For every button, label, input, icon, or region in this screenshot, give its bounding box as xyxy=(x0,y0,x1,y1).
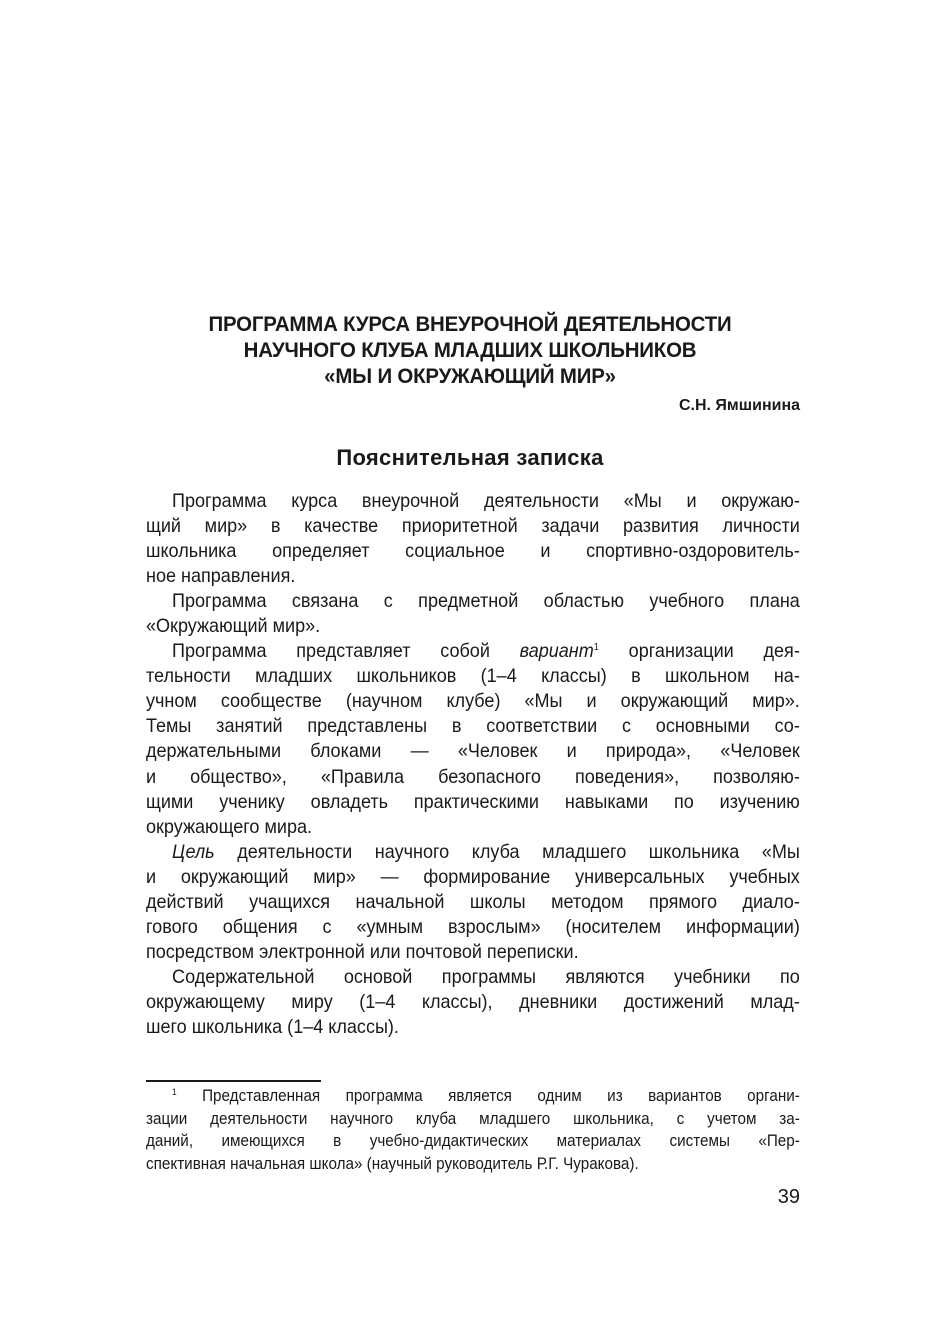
footnote-ref[interactable]: 1 xyxy=(593,642,599,654)
text-line xyxy=(146,840,800,865)
title-line: «МЫ И ОКРУЖАЮЩИЙ МИР» xyxy=(324,364,616,388)
text-line: учном сообществе (научном клубе) «Мы и окружающий мир». xyxy=(146,690,800,713)
title-line: НАУЧНОГО КЛУБА МЛАДШИХ ШКОЛЬНИКОВ xyxy=(243,338,697,362)
text-line: Программа курса внеурочной деятельности «Мы и окружаю- xyxy=(172,490,800,512)
text-line: школьника определяет социальное и спортивно-оздоровитель- xyxy=(146,540,800,563)
body-text xyxy=(146,489,800,1040)
text-span: Программа представляет собой xyxy=(172,640,520,663)
text-line: шего школьника (1–4 классы). xyxy=(146,1015,399,1038)
text-line: гового общения с «умным взрослым» (носителем информации) xyxy=(146,915,800,938)
text-line: тельности младших школьников (1–4 классы) в школьном на- xyxy=(146,665,800,688)
italic-term: Цель xyxy=(172,840,215,863)
text-line: действий учащихся начальной школы методом прямого диало- xyxy=(146,890,800,913)
text-line: «Окружающий мир». xyxy=(146,615,321,638)
text-line xyxy=(146,639,800,664)
text-line: окружающего мира. xyxy=(146,815,313,838)
footnote-line: даний, имеющихся в учебно-дидактических материалах системы «Пер- xyxy=(146,1132,800,1150)
text-line: Программа связана с предметной областью учебного плана xyxy=(172,590,800,613)
text-span: организации дея- xyxy=(598,640,800,663)
article-title xyxy=(119,311,822,389)
text-line: и общество», «Правила безопасного поведения», позволяю- xyxy=(146,765,800,788)
page-number: 39 xyxy=(777,1186,800,1208)
footnote-divider xyxy=(146,1080,321,1082)
section-heading: Пояснительная записка xyxy=(336,445,604,470)
text-span: деятельности научного клуба младшего школьника «Мы xyxy=(214,840,800,863)
footnote-line: спективная начальная школа» (научный руководитель Р.Г. Чуракова). xyxy=(146,1154,639,1173)
footnote-line xyxy=(146,1085,800,1108)
text-line: и окружающий мир» — формирование универсальных учебных xyxy=(146,865,800,888)
text-line: Темы занятий представлены в соответствии с основными со- xyxy=(146,715,800,738)
text-line: Содержательной основой программы являются учебники по xyxy=(172,965,800,988)
footnote-line: зации деятельности научного клуба младшего школьника, с учетом за- xyxy=(146,1109,800,1128)
text-line: щий мир» в качестве приоритетной задачи развития личности xyxy=(146,515,800,538)
text-line: посредством электронной или почтовой переписки. xyxy=(146,940,579,963)
text-line: окружающему миру (1–4 классы), дневники достижений млад- xyxy=(146,990,800,1013)
text-line: держательными блоками — «Человек и природа», «Человек xyxy=(146,740,800,763)
footnote xyxy=(146,1085,800,1175)
author-name: С.Н. Ямшинина xyxy=(678,397,800,414)
text-span: Представленная программа является одним из вариантов органи- xyxy=(176,1087,800,1105)
title-line: ПРОГРАММА КУРСА ВНЕУРОЧНОЙ ДЕЯТЕЛЬНОСТИ xyxy=(208,312,732,336)
italic-term: вариант xyxy=(519,640,594,663)
text-line: щими ученику овладеть практическими навыками по изучению xyxy=(146,790,800,813)
footnote-marker: 1 xyxy=(172,1087,177,1097)
text-line: ное направления. xyxy=(146,565,296,588)
